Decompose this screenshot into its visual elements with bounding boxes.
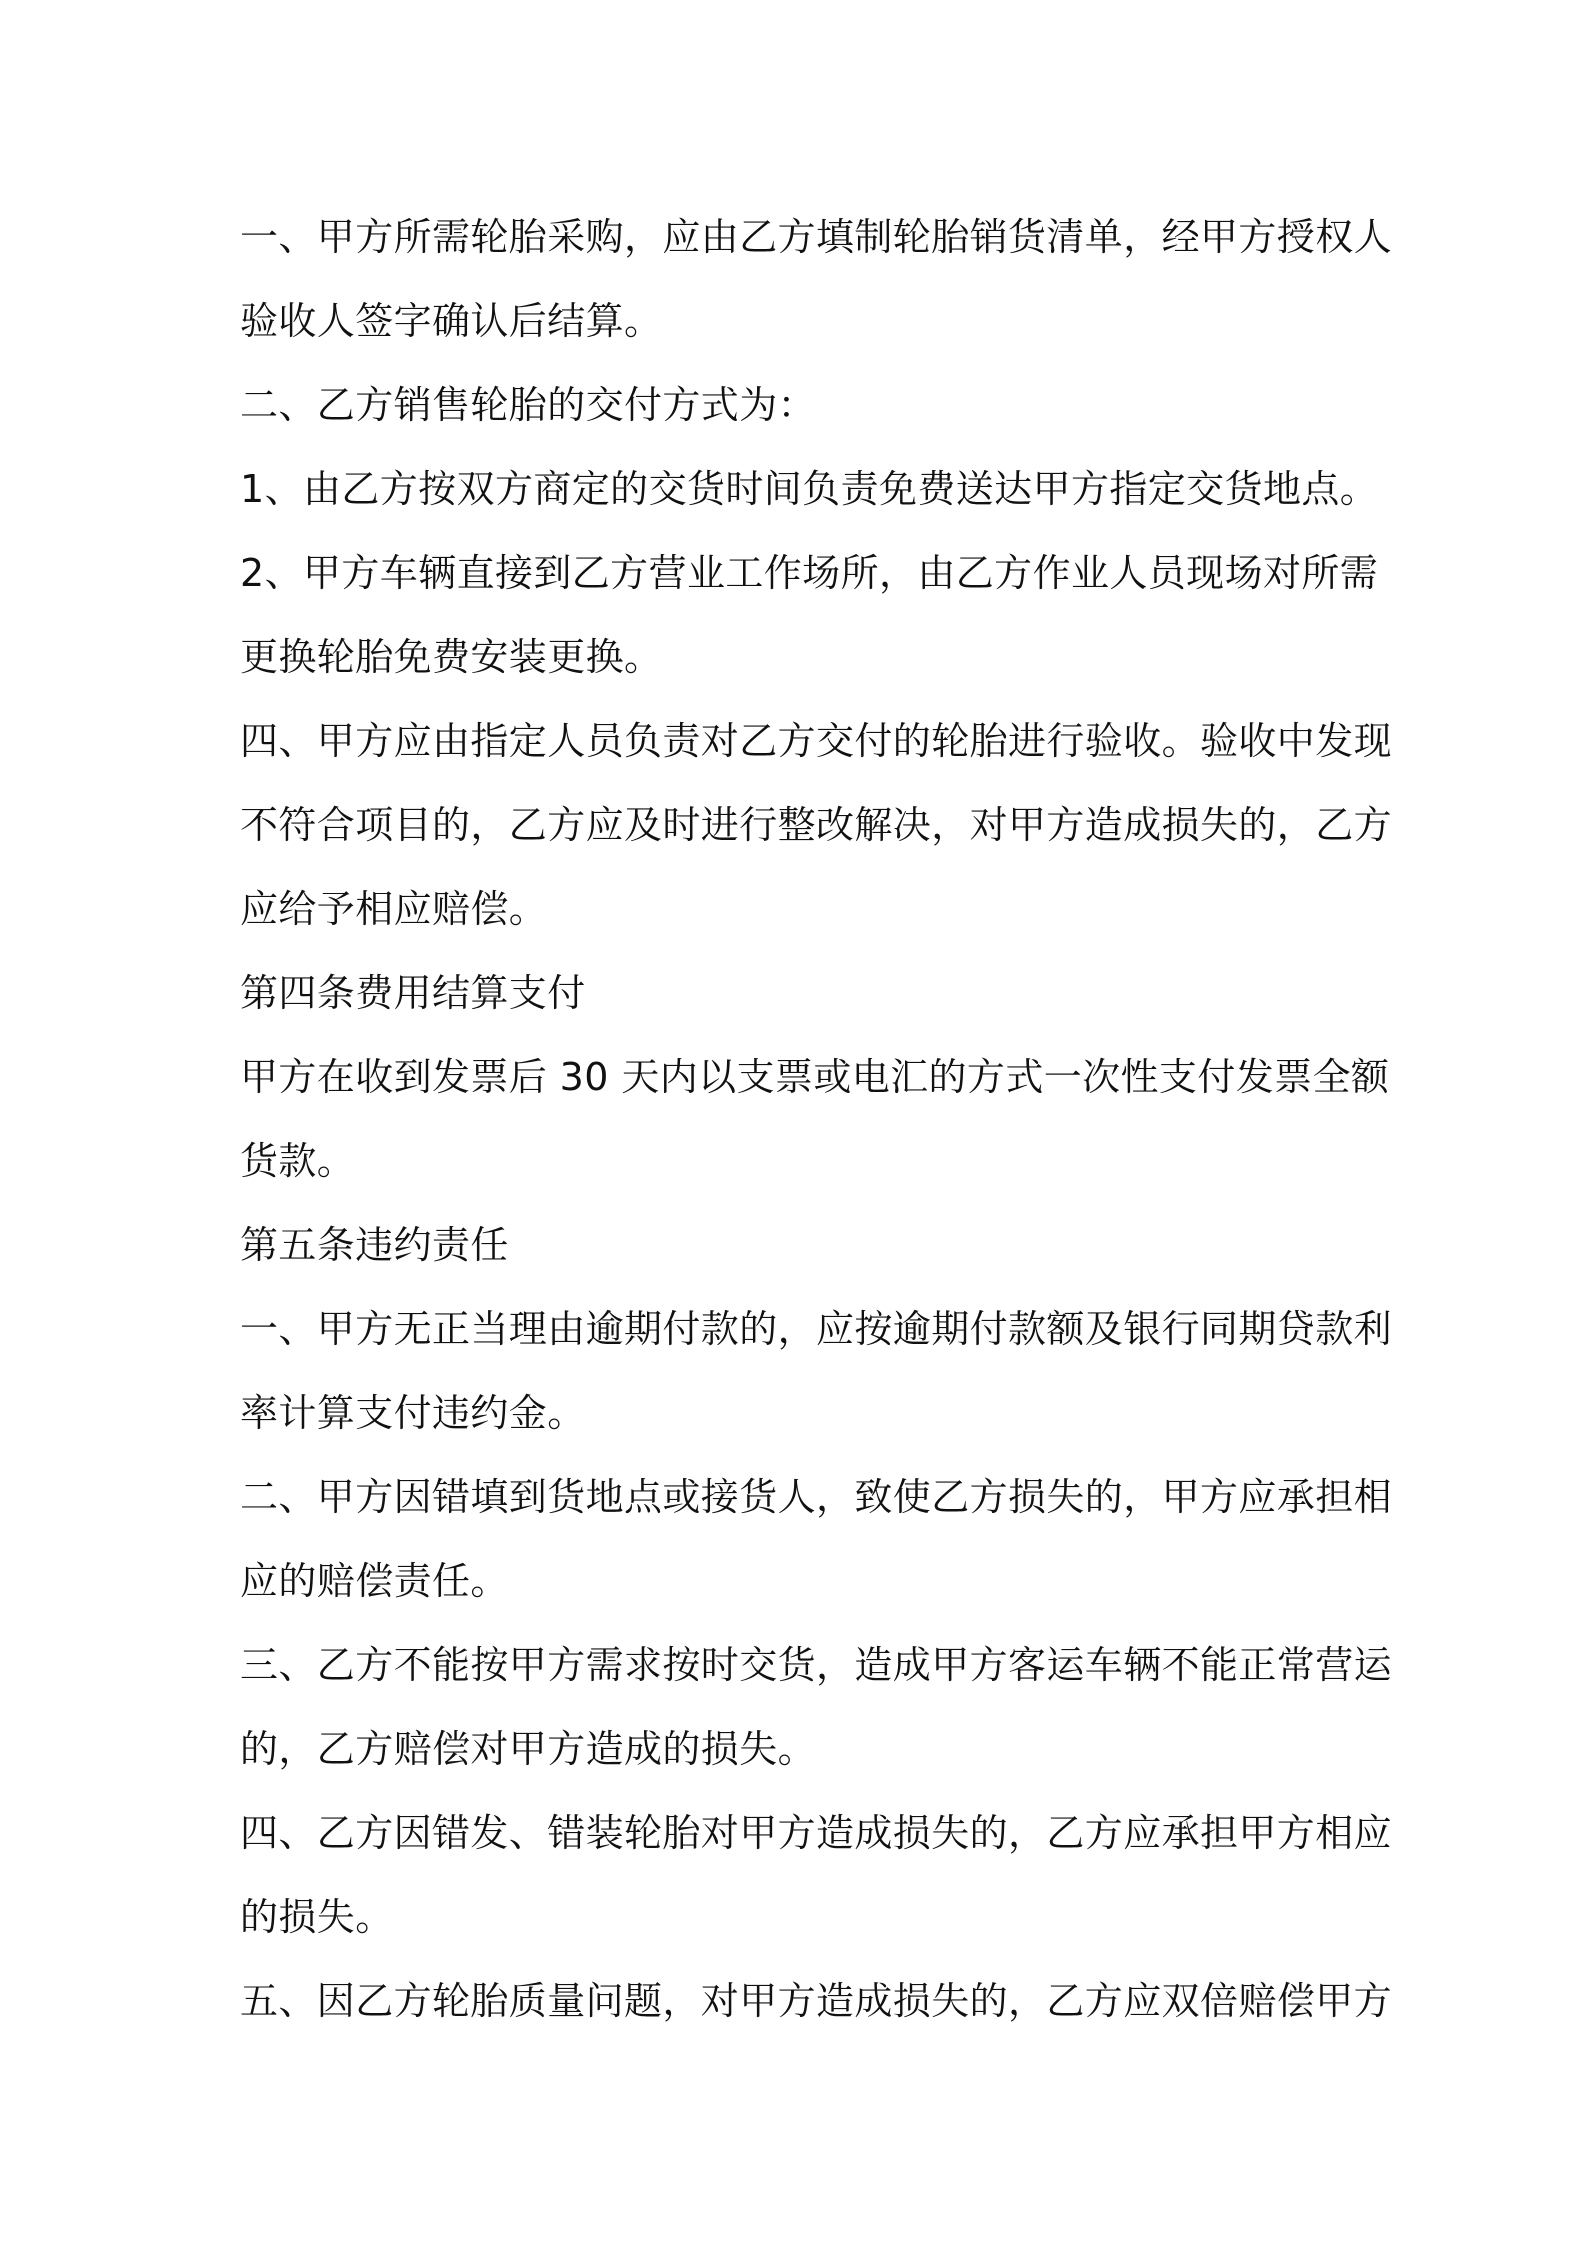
text-line: 更换轮胎免费安装更换。: [240, 635, 663, 679]
text-line: 一、甲方无正当理由逾期付款的，应按逾期付款额及银行同期贷款利: [240, 1307, 1393, 1351]
text-line: 1、由乙方按双方商定的交货时间负责免费送达甲方指定交货地点。: [240, 467, 1379, 511]
text-line: 第四条费用结算支付: [240, 971, 586, 1015]
paragraph-liability-1: [240, 1287, 1393, 1455]
text-line: 四、甲方应由指定人员负责对乙方交付的轮胎进行验收。验收中发现: [240, 719, 1393, 763]
section-heading-payment: [240, 951, 1358, 1035]
paragraph-settlement: [240, 195, 1393, 363]
text-line: 三、乙方不能按甲方需求按时交货，造成甲方客运车辆不能正常营运: [240, 1643, 1393, 1687]
text-line: 的，乙方赔偿对甲方造成的损失。: [240, 1727, 817, 1771]
text-line: 不符合项目的，乙方应及时进行整改解决，对甲方造成损失的，乙方: [240, 803, 1393, 847]
text-line: 2、甲方车辆直接到乙方营业工作场所，由乙方作业人员现场对所需: [240, 551, 1379, 595]
paragraph-liability-5: [240, 1959, 1393, 2043]
text-line: 甲方在收到发票后 30 天内以支票或电汇的方式一次性支付发票全额: [240, 1055, 1390, 1099]
text-line: 第五条违约责任: [240, 1223, 509, 1267]
paragraph-liability-2: [240, 1455, 1393, 1623]
section-heading-liability: [240, 1203, 1358, 1287]
text-line: 二、乙方销售轮胎的交付方式为：: [240, 383, 817, 427]
paragraph-delivery-method: [240, 363, 1358, 447]
text-line: 率计算支付违约金。: [240, 1391, 586, 1435]
text-line: 应给予相应赔偿。: [240, 887, 548, 931]
text-line: 验收人签字确认后结算。: [240, 299, 663, 343]
text-line: 五、因乙方轮胎质量问题，对甲方造成损失的，乙方应双倍赔偿甲方: [240, 1979, 1393, 2023]
document-body: [240, 195, 1393, 2043]
paragraph-liability-4: [240, 1791, 1393, 1959]
paragraph-payment-terms: [240, 1035, 1390, 1203]
text-line: 二、甲方因错填到货地点或接货人，致使乙方损失的，甲方应承担相: [240, 1475, 1393, 1519]
paragraph-delivery-option-2: [240, 531, 1379, 699]
text-line: 应的赔偿责任。: [240, 1559, 509, 1603]
text-line: 四、乙方因错发、错装轮胎对甲方造成损失的，乙方应承担甲方相应: [240, 1811, 1393, 1855]
text-line: 货款。: [240, 1139, 356, 1183]
paragraph-delivery-option-1: [240, 447, 1379, 531]
text-line: 的损失。: [240, 1895, 394, 1939]
paragraph-inspection: [240, 699, 1393, 951]
text-line: 一、甲方所需轮胎采购，应由乙方填制轮胎销货清单，经甲方授权人: [240, 215, 1393, 259]
paragraph-liability-3: [240, 1623, 1393, 1791]
